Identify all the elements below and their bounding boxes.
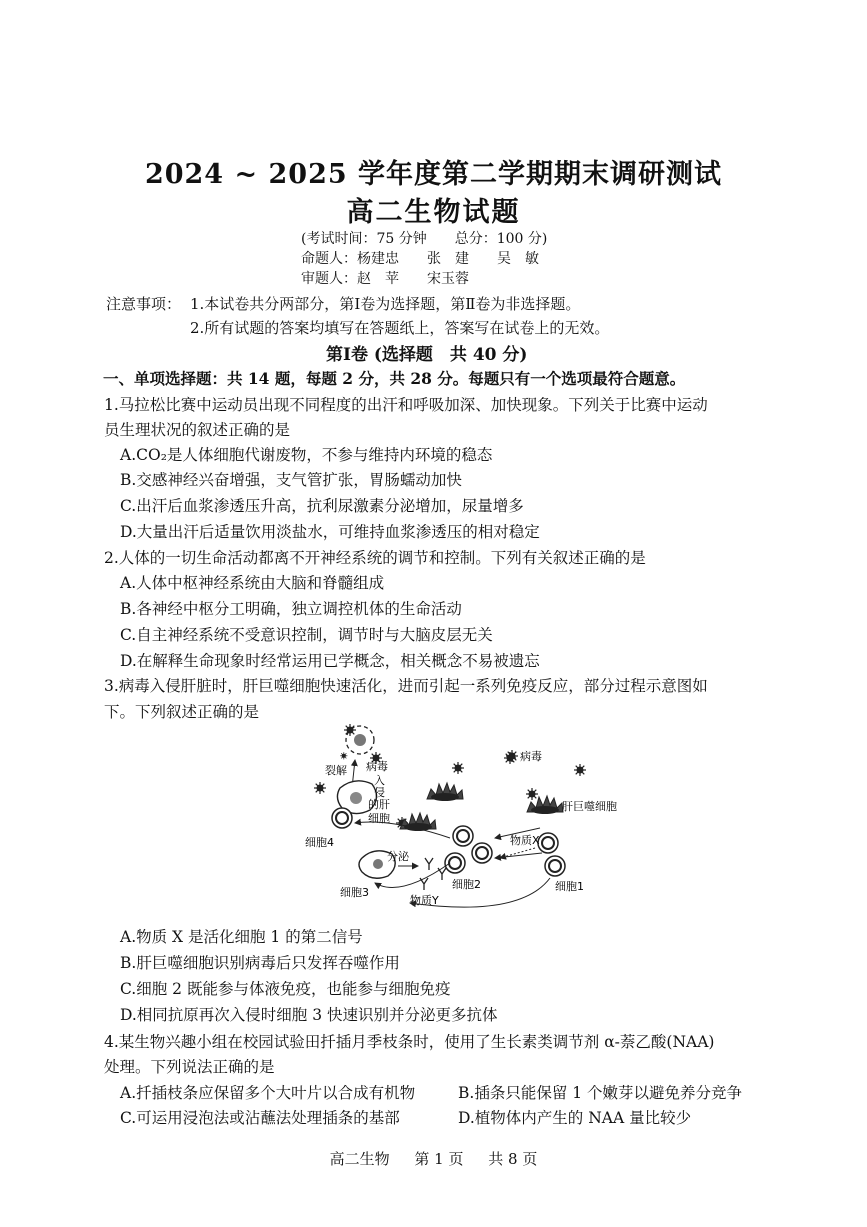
virus-icon [506,750,518,762]
immune-response-diagram [300,718,640,918]
question-3-stem-cont: 下。下列叙述正确的是 [104,703,260,721]
invaded-label-2: 侵 [374,786,385,799]
reviewers: 审题人：赵 苹 宋玉蓉 [301,271,469,287]
virus-label-small: 病毒 [366,760,388,773]
section-title: 第Ⅰ卷 (选择题 共 40 分) [326,345,528,365]
question-2-option-c: C.自主神经系统不受意识控制，调节时与大脑皮层无关 [120,626,493,644]
notes-label: 注意事项： [106,295,182,313]
virus-legend-label: 病毒 [520,750,542,763]
cell3-label: 细胞3 [340,886,369,899]
question-2-option-b: B.各神经中枢分工明确，独立调控机体的生命活动 [120,600,462,618]
question-1-option-b: B.交感神经兴奋增强，支气管扩张，胃肠蠕动加快 [120,471,462,489]
invaded-label-1: 入 [374,774,385,787]
question-1-option-d: D.大量出汗后适量饮用淡盐水，可维持血浆渗透压的相对稳定 [120,523,540,541]
invaded-label-3: 的肝 [368,798,390,811]
question-1-option-a: A.CO₂是人体细胞代谢废物，不参与维持内环境的稳态 [120,446,493,464]
question-1-option-c: C.出汗后血浆渗透压升高，抗利尿激素分泌增加，尿量增多 [120,497,524,515]
setters: 命题人：杨建忠 张 建 吴 敏 [301,251,539,267]
lysis-label: 裂解 [325,764,347,777]
exam-time: (考试时间：75 分钟 总分：100 分) [301,231,548,247]
substance-y-label: 物质Y [410,894,439,907]
substance-x-label: 物质X [510,834,540,847]
question-4-option-b: B.插条只能保留 1 个嫩芽以避免养分竞争 [458,1084,743,1102]
secrete-label: 分泌 [387,850,409,863]
question-2-option-a: A.人体中枢神经系统由大脑和脊髓组成 [120,574,385,592]
question-1-stem-cont: 员生理状况的叙述正确的是 [104,421,291,439]
footer-total-pages: 共 8 页 [488,1150,538,1168]
part-heading: 一、单项选择题：共 14 题，每题 2 分，共 28 分。每题只有一个选项最符合题意。 [103,369,686,388]
notes-line-2: 2.所有试题的答案均填写在答题纸上，答案写在试卷上的无效。 [190,319,610,337]
question-3-option-d: D.相同抗原再次入侵时细胞 3 快速识别并分泌更多抗体 [120,1006,498,1024]
exam-subtitle: 高二生物试题 [346,197,521,228]
question-2-option-d: D.在解释生命现象时经常运用已学概念，相关概念不易被遗忘 [120,652,540,670]
question-4-option-c: C.可运用浸泡法或沾蘸法处理插条的基部 [120,1109,400,1127]
question-3-stem: 3.病毒入侵肝脏时，肝巨噬细胞快速活化，进而引起一系列免疫反应，部分过程示意图如 [104,677,708,695]
cell1-label: 细胞1 [555,880,584,893]
question-4-option-d: D.植物体内产生的 NAA 量比较少 [458,1109,692,1127]
lysed-cell-icon [340,724,382,764]
footer-page-number: 第 1 页 [414,1150,464,1168]
question-3-option-b: B.肝巨噬细胞识别病毒后只发挥吞噬作用 [120,954,400,972]
question-3-option-c: C.细胞 2 既能参与体液免疫，也能参与细胞免疫 [120,980,451,998]
macrophage-label: 肝巨噬细胞 [562,800,617,813]
page-footer [0,1148,867,1169]
notes-line-1: 1.本试卷共分两部分，第Ⅰ卷为选择题，第Ⅱ卷为非选择题。 [190,295,581,313]
invaded-label-4: 细胞 [368,812,390,825]
footer-subject: 高二生物 [329,1150,390,1168]
question-2-stem: 2.人体的一切生命活动都离不开神经系统的调节和控制。下列有关叙述正确的是 [104,549,646,567]
question-4-stem: 4.某生物兴趣小组在校园试验田扦插月季枝条时，使用了生长素类调节剂 α-萘乙酸(NAA) [104,1033,715,1051]
question-4-stem-cont: 处理。下列说法正确的是 [104,1058,275,1076]
cell4-label: 细胞4 [305,836,334,849]
cell2-label: 细胞2 [452,878,481,891]
question-1-stem: 1.马拉松比赛中运动员出现不同程度的出汗和呼吸加深、加快现象。下列关于比赛中运动 [104,396,708,414]
exam-title: 2024 ~ 2025 学年度第二学期期末调研测试 [144,159,723,190]
question-4-option-a: A.扦插枝条应保留多个大叶片以合成有机物 [120,1084,416,1102]
question-3-option-a: A.物质 X 是活化细胞 1 的第二信号 [120,928,363,946]
